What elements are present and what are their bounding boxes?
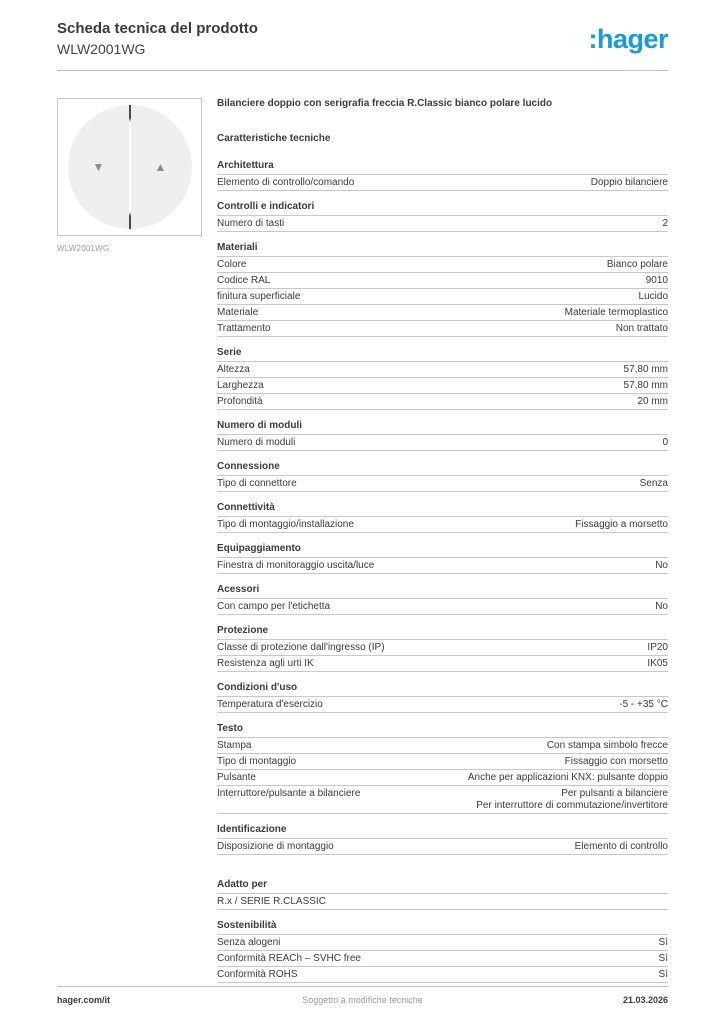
spec-row: [217, 839, 668, 855]
rocker-split-line: [129, 105, 131, 229]
spec-row: [217, 216, 668, 232]
spec-label: Trattamento: [217, 323, 271, 335]
product-code: WLW2001WG: [57, 40, 146, 57]
spec-label: Interruttore/pulsante a bilanciere: [217, 788, 361, 800]
spec-row: [217, 362, 668, 378]
spec-section: [217, 347, 668, 410]
spec-label: Tipo di montaggio: [217, 756, 297, 768]
footer-date: 21.03.2026: [622, 995, 669, 1005]
rocker-left-half: [68, 105, 130, 229]
spec-section-title: Testo: [217, 723, 668, 738]
spec-value: Sì: [658, 953, 668, 965]
spec-section-title: Sostenibilità: [217, 920, 668, 935]
spec-value: IP20: [647, 642, 668, 654]
spec-row: [217, 175, 668, 191]
spec-row: [217, 738, 668, 754]
rocker-switch-illustration: [68, 105, 192, 229]
spec-value: No: [655, 601, 668, 613]
spec-section-title: Architettura: [217, 160, 668, 175]
spec-section: [217, 920, 668, 983]
spec-row: [217, 770, 668, 786]
spec-label: Temperatura d'esercizio: [217, 699, 323, 711]
footer-website-link[interactable]: hager.com/it: [57, 995, 111, 1005]
spec-value: Elemento di controllo: [574, 841, 668, 853]
spec-section: [217, 420, 668, 451]
spec-row: [217, 394, 668, 410]
spec-row: [217, 599, 668, 615]
spec-value: Con stampa simbolo frecce: [546, 740, 668, 752]
spec-value: No: [655, 560, 668, 572]
spec-value: 2: [662, 218, 668, 230]
spec-value: Lucido: [638, 291, 668, 303]
spec-label: Stampa: [217, 740, 252, 752]
spec-section-title: Equipaggiamento: [217, 543, 668, 558]
spec-value: Per pulsanti a bilanciere Per interruttore di commutazione/invertitore: [476, 788, 668, 812]
arrow-down-icon: ▼: [92, 160, 105, 175]
spec-label: Conformità ROHS: [217, 969, 298, 981]
spec-value: Bianco polare: [606, 259, 668, 271]
spec-row: [217, 951, 668, 967]
spec-row: [217, 640, 668, 656]
spec-label: Conformità REACh – SVHC free: [217, 953, 361, 965]
spec-row: [217, 894, 668, 910]
spec-value: Fissaggio con morsetto: [564, 756, 668, 768]
page-header: [57, 20, 668, 58]
rocker-right-half: [130, 105, 192, 229]
spec-row: [217, 656, 668, 672]
spec-value: 57,80 mm: [623, 364, 668, 376]
arrow-up-icon: ▲: [154, 160, 167, 175]
spec-section-title: Connettività: [217, 502, 668, 517]
product-description: Bilanciere doppio con serigrafia freccia R.Classic bianco polare lucido: [217, 98, 553, 110]
spec-section-title: Identificazione: [217, 824, 668, 839]
spec-section-title: Condizioni d'uso: [217, 682, 668, 697]
spec-section-title: Connessione: [217, 461, 668, 476]
spec-section: [217, 879, 668, 910]
spec-column: [217, 98, 668, 993]
spec-value: Anche per applicazioni KNX: pulsante doppio: [467, 772, 668, 784]
spec-label: Tipo di connettore: [217, 478, 297, 490]
spec-section-title: Adatto per: [217, 879, 668, 894]
spec-label: Numero di tasti: [217, 218, 285, 230]
spec-row: [217, 517, 668, 533]
spec-label: Classe di protezione dall'ingresso (IP): [217, 642, 385, 654]
spec-section: [217, 723, 668, 814]
spec-row: [217, 435, 668, 451]
spec-value: Materiale termoplastico: [564, 307, 668, 319]
main-content: [57, 98, 668, 993]
spec-section: [217, 160, 668, 191]
spec-value: Non trattato: [615, 323, 668, 335]
footer-disclaimer: Soggetto a modifiche tecniche: [302, 995, 423, 1005]
spec-label: Numero di moduli: [217, 437, 296, 449]
spec-section-title: Protezione: [217, 625, 668, 640]
spec-label: Altezza: [217, 364, 250, 376]
spec-label: Finestra di monitoraggio uscita/luce: [217, 560, 375, 572]
product-image-caption: WLW2001WG: [57, 244, 110, 254]
spec-row: [217, 476, 668, 492]
spec-value: IK05: [647, 658, 668, 670]
spec-row: [217, 786, 668, 814]
spec-section-title: Controlli e indicatori: [217, 201, 668, 216]
hager-logo: :hager: [588, 24, 668, 54]
spec-section-title: Numero di moduli: [217, 420, 668, 435]
spec-row: [217, 935, 668, 951]
spec-label: Con campo per l'etichetta: [217, 601, 331, 613]
spec-label: Colore: [217, 259, 247, 271]
spec-label: Pulsante: [217, 772, 256, 784]
spec-label: Larghezza: [217, 380, 264, 392]
header-divider: [57, 70, 668, 71]
spec-value: 57,80 mm: [623, 380, 668, 392]
page-title: Scheda tecnica del prodotto: [57, 20, 258, 37]
spec-row: [217, 558, 668, 574]
spec-section: [217, 584, 668, 615]
spec-label: Elemento di controllo/comando: [217, 177, 355, 189]
page-footer: [57, 986, 668, 1005]
spec-value: Sì: [658, 969, 668, 981]
spec-section-title: Serie: [217, 347, 668, 362]
spec-value: 0: [662, 437, 668, 449]
spec-label: Materiale: [217, 307, 259, 319]
spec-section: [217, 543, 668, 574]
spec-label: R.x / SERIE R.CLASSIC: [217, 896, 326, 908]
spec-value: Sì: [658, 937, 668, 949]
spec-row: [217, 378, 668, 394]
characteristics-title: Caratteristiche tecniche: [217, 133, 331, 145]
product-image-column: [57, 98, 202, 993]
spec-sections: [217, 160, 668, 983]
spec-value: -5 - +35 °C: [619, 699, 668, 711]
header-text-block: [57, 20, 258, 58]
spec-value: 20 mm: [637, 396, 668, 408]
spec-section: [217, 682, 668, 713]
spec-value: 9010: [645, 275, 668, 287]
product-image: [57, 98, 202, 236]
spec-section: [217, 201, 668, 232]
spec-label: Resistenza agli urti IK: [217, 658, 314, 670]
spec-section: [217, 824, 668, 855]
spec-section: [217, 625, 668, 672]
spec-row: [217, 321, 668, 337]
spec-row: [217, 697, 668, 713]
spec-label: finitura superficiale: [217, 291, 301, 303]
spec-row: [217, 273, 668, 289]
spec-section: [217, 502, 668, 533]
spec-section: [217, 461, 668, 492]
spec-value: Doppio bilanciere: [590, 177, 668, 189]
spec-label: Profondità: [217, 396, 263, 408]
spec-row: [217, 754, 668, 770]
spec-row: [217, 967, 668, 983]
spec-label: Disposizione di montaggio: [217, 841, 334, 853]
spec-label: Codice RAL: [217, 275, 271, 287]
spec-row: [217, 289, 668, 305]
spec-value: Fissaggio a morsetto: [575, 519, 668, 531]
spec-label: Senza alogeni: [217, 937, 281, 949]
spec-row: [217, 305, 668, 321]
spec-section-title: Acessori: [217, 584, 668, 599]
spec-section-title: Materiali: [217, 242, 668, 257]
spec-section: [217, 242, 668, 337]
spec-label: Tipo di montaggio/installazione: [217, 519, 354, 531]
spec-row: [217, 257, 668, 273]
spec-value: Senza: [639, 478, 668, 490]
